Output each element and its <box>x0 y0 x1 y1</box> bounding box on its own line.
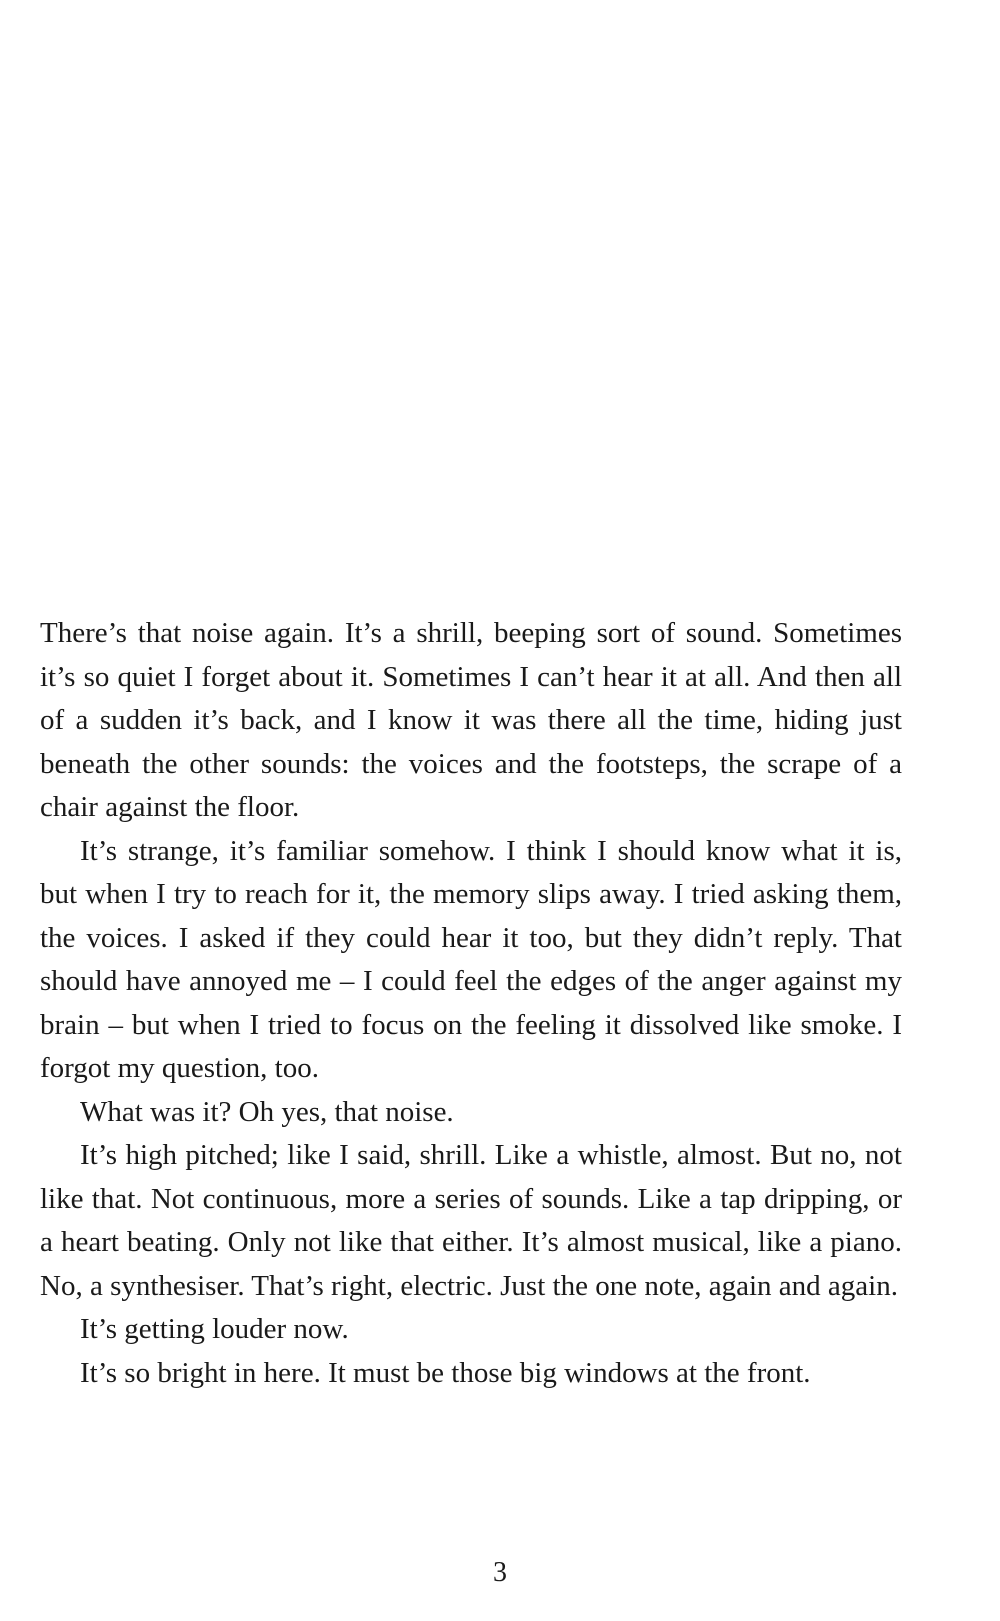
paragraph: It’s strange, it’s familiar somehow. I think I should know what it is, but when I try to reach for it, the memory slips away. I tried asking them, the voices. I asked if they could hear it too, but they didn’t reply. That should have annoyed me – I could feel the edges of the anger against my brain – but when I tried to focus on the feeling it dissolved like smoke. I forgot my question, too. <box>40 834 902 1084</box>
paragraph: It’s high pitched; like I said, shrill. Like a whistle, almost. But no, not like that. Not continuous, more a series of sounds. Like a tap dripping, or a heart beating. Only not like that either. It’s almost musical, like a piano. No, a synthesiser. That’s right, electric. Just the one note, again and again. <box>40 1139 902 1302</box>
page-number: 3 <box>493 1557 507 1588</box>
paragraph: It’s so bright in here. It must be those big windows at the front. <box>80 1356 811 1389</box>
body-text <box>40 612 902 1395</box>
paragraph: There’s that noise again. It’s a shrill, beeping sort of sound. Sometimes it’s so quiet I forget about it. Sometimes I can’t hear it at all. And then all of a sudden it’s back, and I know it was there all the time, hiding just beneath the other sounds: the voices and the footsteps, the scrape of a chair against the floor. <box>40 617 902 823</box>
paragraph: It’s getting louder now. <box>80 1313 349 1345</box>
paragraph: What was it? Oh yes, that noise. <box>80 1095 454 1128</box>
